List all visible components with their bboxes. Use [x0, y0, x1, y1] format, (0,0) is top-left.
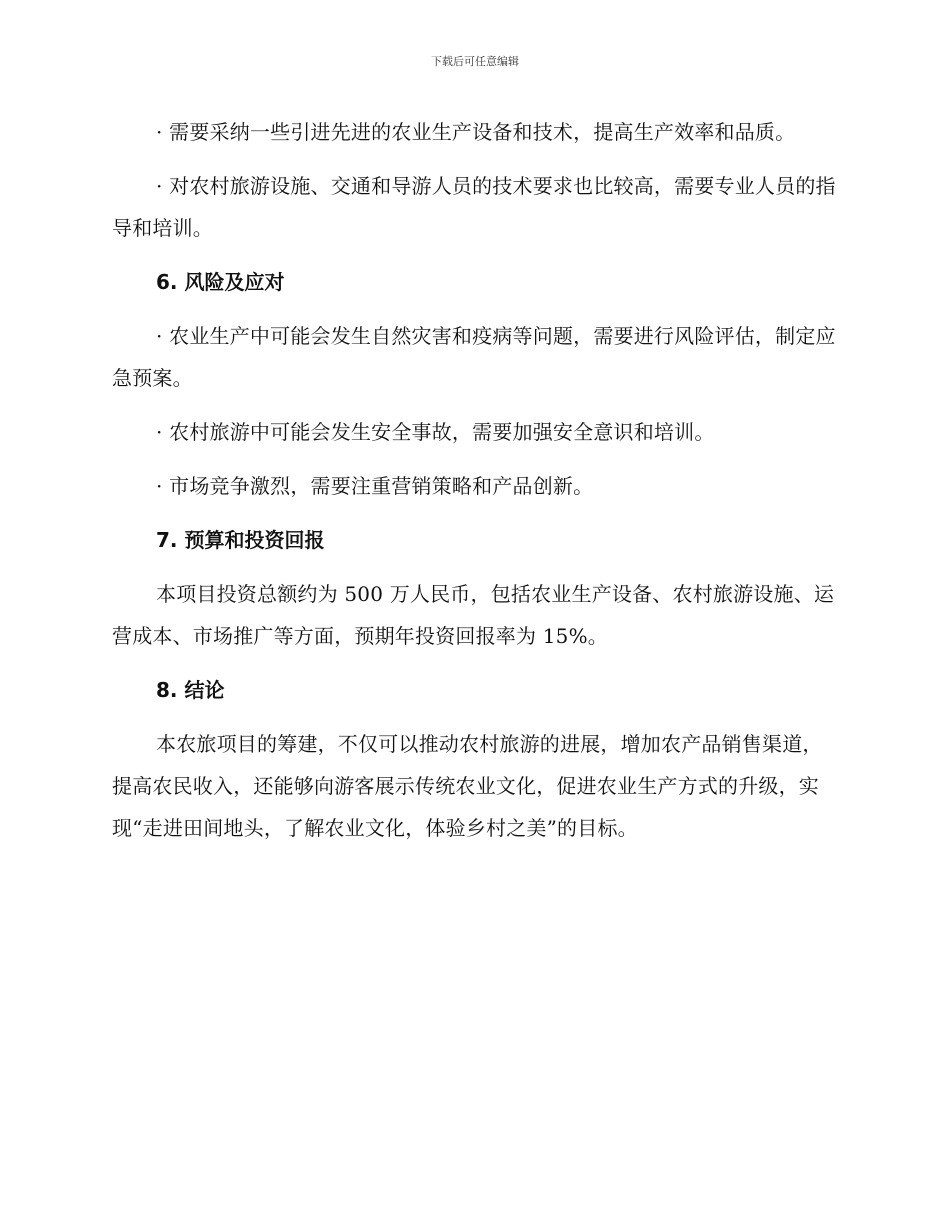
section-heading: 7. 预算和投资回报: [156, 528, 325, 552]
body-paragraph: 本项目投资总额约为 500 万人民币，包括农业生产设备、农村旅游设施、运营成本、市场推广等方面，预期年投资回报率为 15%。: [112, 582, 835, 648]
bullet-paragraph: · 农业生产中可能会发生自然灾害和疫病等问题，需要进行风险评估，制定应急预案。: [112, 324, 836, 390]
section-heading: 6. 风险及应对: [156, 270, 285, 294]
bullet-paragraph: · 市场竞争激烈，需要注重营销策略和产品创新。: [156, 474, 594, 498]
document-body: [112, 111, 838, 861]
bullet-paragraph: · 对农村旅游设施、交通和导游人员的技术要求也比较高，需要专业人员的指导和培训。: [112, 174, 836, 240]
section-heading: 8. 结论: [156, 678, 225, 702]
bullet-paragraph: · 农村旅游中可能会发生安全事故，需要加强安全意识和培训。: [156, 420, 715, 444]
body-paragraph: 本农旅项目的筹建，不仅可以推动农村旅游的进展，增加农产品销售渠道，提高农民收入，还能够向游客展示传统农业文化，促进农业生产方式的升级，实现“走进田间地头，了解农业文化，体验乡村之美”的目标。: [112, 732, 823, 840]
bullet-paragraph: · 需要采纳一些引进先进的农业生产设备和技术，提高生产效率和品质。: [156, 120, 796, 144]
page-header: 下载后可任意编辑: [431, 55, 519, 68]
